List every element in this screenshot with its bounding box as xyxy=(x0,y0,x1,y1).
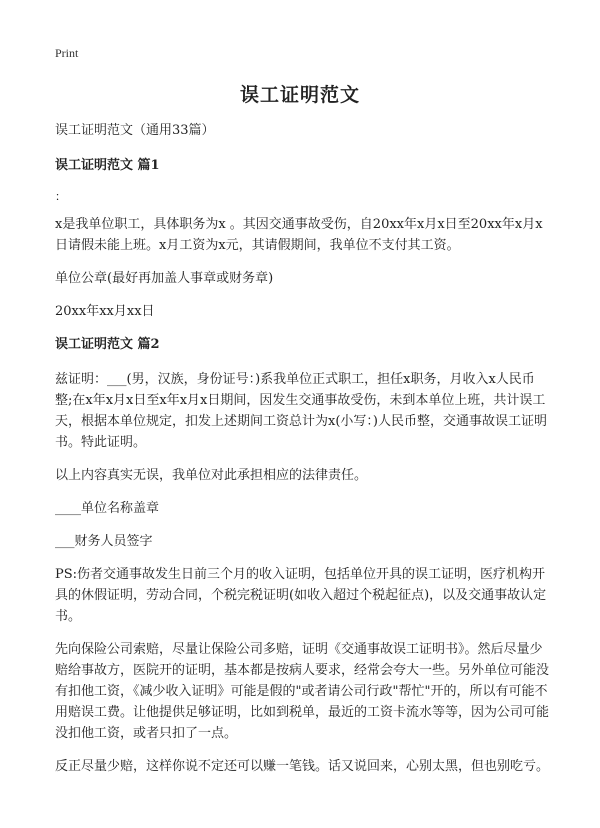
document-body xyxy=(55,120,550,789)
section-heading-2: 误工证明范文 篇2 xyxy=(55,337,160,352)
print-link[interactable]: Print xyxy=(55,46,79,60)
paragraph: PS:伤者交通事故发生日前三个月的收入证明，包括单位开具的误工证明，医疗机构开具的休假证明，劳动合同，个税完税证明(如收入超过个税起征点)，以及交通事故认定书。 xyxy=(55,567,547,624)
section-1-mark: ： xyxy=(55,190,66,203)
paragraph: 兹证明：___(男，汉族，身份证号：)系我单位正式职工，担任x职务，月收入x人民币整;在x年x月x日至x年x月x日期间，因发生交通事故受伤，未到本单位上班，共计误工天，根据本单位规定，扣发上述期间工资总计为x(小写：)人民币整，交通事故误工证明书。特此证明。 xyxy=(55,372,547,450)
document-subtitle: 误工证明范文（通用33篇） xyxy=(55,123,215,138)
paragraph: ____单位名称盖章 xyxy=(55,501,160,516)
paragraph: ___财务人员签字 xyxy=(55,534,153,549)
document-title: 误工证明范文 xyxy=(239,84,360,106)
paragraph: 先向保险公司索赔，尽量让保险公司多赔，证明《交通事故误工证明书》。然后尽量少赔给事故方，医院开的证明，基本都是按病人要求，经常会夸大一些。另外单位可能没有扣他工资，《减少收入证明》可能是假的"或者请公司行政"帮忙"开的，所以有可能不用赔误工费。让他提供足够证明，比如到税单，最近的工资卡流水等等，因为公司可能没扣他工资，或者只扣了一点。 xyxy=(55,642,550,741)
paragraph: x是我单位职工，具体职务为x 。其因交通事故受伤，自20xx年x月x日至20xx年x月x日请假未能上班。x月工资为x元，其请假期间，我单位不支付其工资。 xyxy=(55,217,543,253)
paragraph: 以上内容真实无误，我单位对此承担相应的法律责任。 xyxy=(55,468,368,483)
paragraph: 单位公章(最好再加盖人事章或财务章) xyxy=(55,271,274,286)
section-heading-1: 误工证明范文 篇1 xyxy=(55,158,160,173)
paragraph: 20xx年xx月xx日 xyxy=(55,304,155,319)
paragraph: 反正尽量少赔，这样你说不定还可以赚一笔钱。话又说回来，心别太黑，但也别吃亏。 xyxy=(55,759,550,774)
